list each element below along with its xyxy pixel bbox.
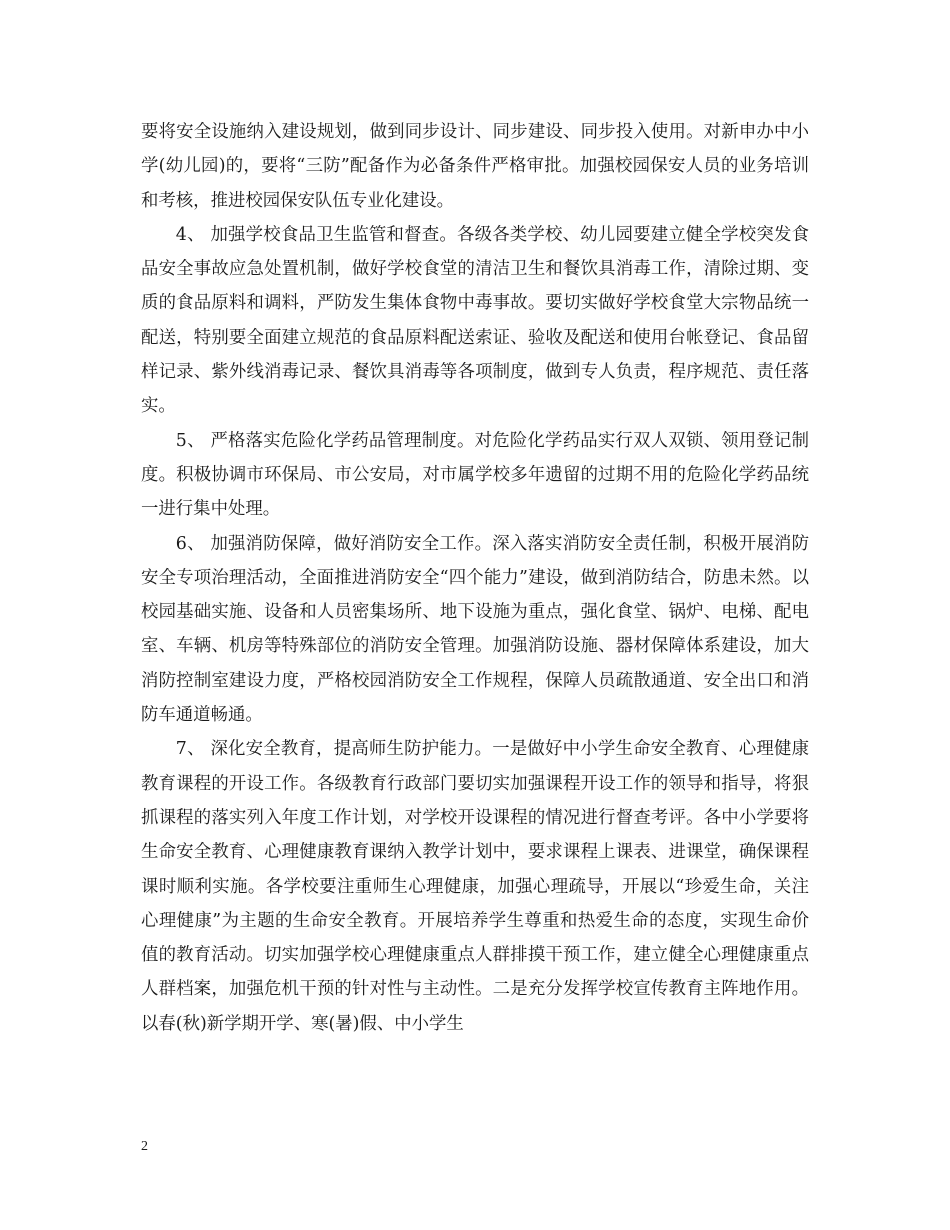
page-number: 2 (141, 1139, 148, 1154)
paragraph-item-4: 4、 加强学校食品卫生监管和督查。各级各类学校、幼儿园要建立健全学校突发食品安全事故应急处置机制，做好学校食堂的清洁卫生和餐饮具消毒工作，清除过期、变质的食品原料和调料，严防发生集体食物中毒事故。要切实做好学校食堂大宗物品统一配送，特别要全面建立规范的食品原料配送索证、验收及配送和使用台帐登记、食品留样记录、紫外线消毒记录、餐饮具消毒等各项制度，做到专人负责，程序规范、责任落实。 (141, 224, 809, 417)
paragraph-item-5: 5、 严格落实危险化学药品管理制度。对危险化学药品实行双人双锁、领用登记制度。积极协调市环保局、市公安局，对市属学校多年遗留的过期不用的危险化学药品统一进行集中处理。 (141, 430, 809, 520)
paragraph-item-7: 7、 深化安全教育，提高师生防护能力。一是做好中小学生命安全教育、心理健康教育课程的开设工作。各级教育行政部门要切实加强课程开设工作的领导和指导，将狠抓课程的落实列入年度工作计划，对学校开设课程的情况进行督查考评。各中小学要将生命安全教育、心理健康教育课纳入教学计划中，要求课程上课表、进课堂，确保课程课时顺利实施。各学校要注重师生心理健康，加强心理疏导，开展以“珍爱生命，关注心理健康”为主题的生命安全教育。开展培养学生尊重和热爱生命的态度，实现生命价值的教育活动。切实加强学校心理健康重点人群排摸干预工作，建立健全心理健康重点人群档案，加强危机干预的针对性与主动性。二是充分发挥学校宣传教育主阵地作用。以春(秋)新学期开学、寒(暑)假、中小学生 (141, 739, 809, 1034)
paragraph-item-6: 6、 加强消防保障，做好消防安全工作。深入落实消防安全责任制，积极开展消防安全专项治理活动，全面推进消防安全“四个能力”建设，做到消防结合，防患未然。以校园基础实施、设备和人员密集场所、地下设施为重点，强化食堂、锅炉、电梯、配电室、车辆、机房等特殊部位的消防安全管理。加强消防设施、器材保障体系建设，加大消防控制室建设力度，严格校园消防安全工作规程，保障人员疏散通道、安全出口和消防车通道畅通。 (141, 533, 809, 726)
document-body (141, 115, 809, 1041)
paragraph-continuation: 要将安全设施纳入建设规划，做到同步设计、同步建设、同步投入使用。对新申办中小学(幼儿园)的，要将“三防”配备作为必备条件严格审批。加强校园保安人员的业务培训和考核，推进校园保安队伍专业化建设。 (141, 122, 809, 211)
